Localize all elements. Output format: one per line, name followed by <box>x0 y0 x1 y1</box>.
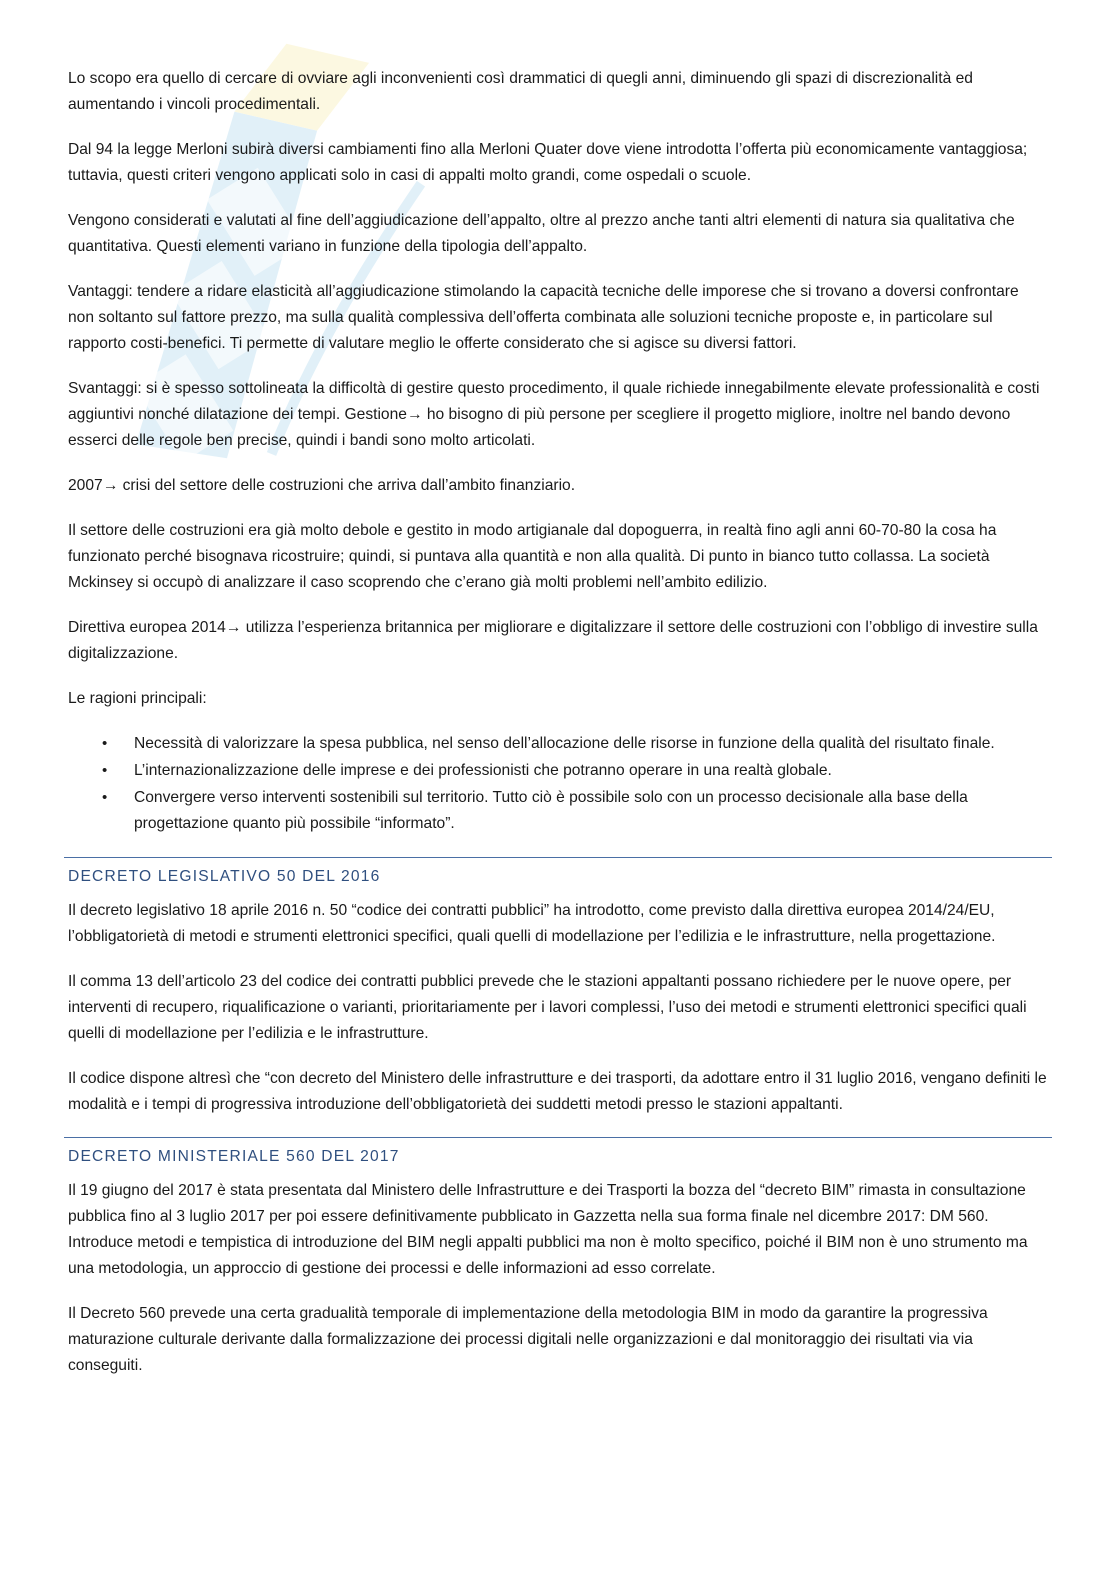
advantages-paragraph: Vantaggi: tendere a ridare elasticità all’aggiudicazione stimolando la capacità tecniche delle imporese che si trovano a doversi confrontare non soltanto sul fattore prezzo, ma sulla qualità complessiva dell’offerta combinata alle soluzioni tecniche proposte e, in particolare sul rapporto costi-benefici. Ti permette di valutare meglio le offerte considerato che si agisce su diversi fattori. <box>68 283 1019 352</box>
section1-paragraph-3: Il codice dispone altresì che “con decreto del Ministero delle infrastrutture e dei trasporti, da adottare entro il 31 luglio 2016, vengano definiti le modalità e i tempi di progressiva introduzione dell’obbligatorietà dei suddetti metodi presso le stazioni appaltanti. <box>68 1070 1047 1113</box>
section-divider <box>64 1137 1052 1138</box>
construction-sector-paragraph: Il settore delle costruzioni era già molto debole e gestito in modo artigianale dal dopoguerra, in realtà fino agli anni 60-70-80 la cosa ha funzionato perché bisognava ricostruire; quindi, si puntava alla quantità e non alla qualità. Di punto in bianco tutto collassa. La società Mckinsey si occupò di analizzare il caso scoprendo che c’erano già molti problemi nell’ambito edilizio. <box>68 522 997 591</box>
document-page <box>68 66 1048 1398</box>
bullet-icon: • <box>102 735 108 752</box>
intro-paragraph-2: Dal 94 la legge Merloni subirà diversi cambiamenti fino alla Merloni Quater dove viene introdotta l’offerta più economicamente vantaggiosa; tuttavia, questi criteri vengono applicati solo in casi di appalti molto grandi, come ospedali o scuole. <box>68 141 1028 184</box>
list-item <box>68 785 1048 837</box>
list-item <box>68 731 1048 757</box>
section-divider <box>64 857 1052 858</box>
reasons-intro: Le ragioni principali: <box>68 690 207 707</box>
intro-paragraph-1: Lo scopo era quello di cercare di ovviare agli inconvenienti così drammatici di quegli anni, diminuendo gli spazi di discrezionalità ed aumentando i vincoli procedimentali. <box>68 70 973 113</box>
crisis-2007-paragraph: 2007→ crisi del settore delle costruzioni che arriva dall’ambito finanziario. <box>68 477 576 494</box>
section-heading-decreto-legislativo: DECRETO LEGISLATIVO 50 DEL 2016 <box>68 868 381 885</box>
list-item-text: Convergere verso interventi sostenibili sul territorio. Tutto ciò è possibile solo con un processo decisionale alla base della progettazione quanto più possibile “informato”. <box>134 789 968 832</box>
list-item-text: L’internazionalizzazione delle imprese e dei professionisti che potranno operare in una realtà globale. <box>134 762 832 779</box>
reasons-list <box>68 731 1048 837</box>
list-item-text: Necessità di valorizzare la spesa pubblica, nel senso dell’allocazione delle risorse in funzione della qualità del risultato finale. <box>134 735 995 752</box>
disadvantages-paragraph: Svantaggi: si è spesso sottolineata la difficoltà di gestire questo procedimento, il quale richiede innegabilmente elevate professionalità e costi aggiuntivi nonché dilatazione dei tempi. Gestione→ ho bisogno di più persone per scegliere il progetto migliore, inoltre nel bando devono esserci delle regole ben precise, quindi i bandi sono molto articolati. <box>68 380 1040 449</box>
section2-paragraph-2: Il Decreto 560 prevede una certa gradualità temporale di implementazione della metodologia BIM in modo da garantire la progressiva maturazione culturale derivante dalla formalizzazione dei processi digitali nelle organizzazioni e dal monitoraggio dei risultati via via conseguiti. <box>68 1305 988 1374</box>
section-heading-decreto-ministeriale: DECRETO MINISTERIALE 560 DEL 2017 <box>68 1148 400 1165</box>
directive-2014-paragraph: Direttiva europea 2014→ utilizza l’esperienza britannica per migliorare e digitalizzare il settore delle costruzioni con l’obbligo di investire sulla digitalizzazione. <box>68 619 1038 662</box>
section1-paragraph-1: Il decreto legislativo 18 aprile 2016 n. 50 “codice dei contratti pubblici” ha introdotto, come previsto dalla direttiva europea 2014/24/EU, l’obbligatorietà di metodi e strumenti elettronici specifici, quali quelli di modellazione per l’edilizia e le infrastrutture, nella progettazione. <box>68 902 996 945</box>
bullet-icon: • <box>102 762 108 779</box>
intro-paragraph-3: Vengono considerati e valutati al fine dell’aggiudicazione dell’appalto, oltre al prezzo anche tanti altri elementi di natura sia qualitativa che quantitativa. Questi elementi variano in funzione della tipologia dell’appalto. <box>68 212 1015 255</box>
section1-paragraph-2: Il comma 13 dell’articolo 23 del codice dei contratti pubblici prevede che le stazioni appaltanti possano richiedere per le nuove opere, per interventi di recupero, riqualificazione o varianti, prioritariamente per i lavori complessi, l’uso dei metodi e strumenti elettronici specifici quali quelli di modellazione per l’edilizia e le infrastrutture. <box>68 973 1027 1042</box>
bullet-icon: • <box>102 789 108 806</box>
section2-paragraph-1: Il 19 giugno del 2017 è stata presentata dal Ministero delle Infrastrutture e dei Trasporti la bozza del “decreto BIM” rimasta in consultazione pubblica fino al 3 luglio 2017 per poi essere definitivamente pubblicato in Gazzetta nella sua forma finale nel dicembre 2017: DM 560. Introduce metodi e tempistica di introduzione del BIM negli appalti pubblici ma non è molto specifico, poiché il BIM non è uno strumento ma una metodologia, un approccio di gestione dei processi e delle informazioni ad esso correlate. <box>68 1182 1028 1277</box>
list-item <box>68 758 1048 784</box>
